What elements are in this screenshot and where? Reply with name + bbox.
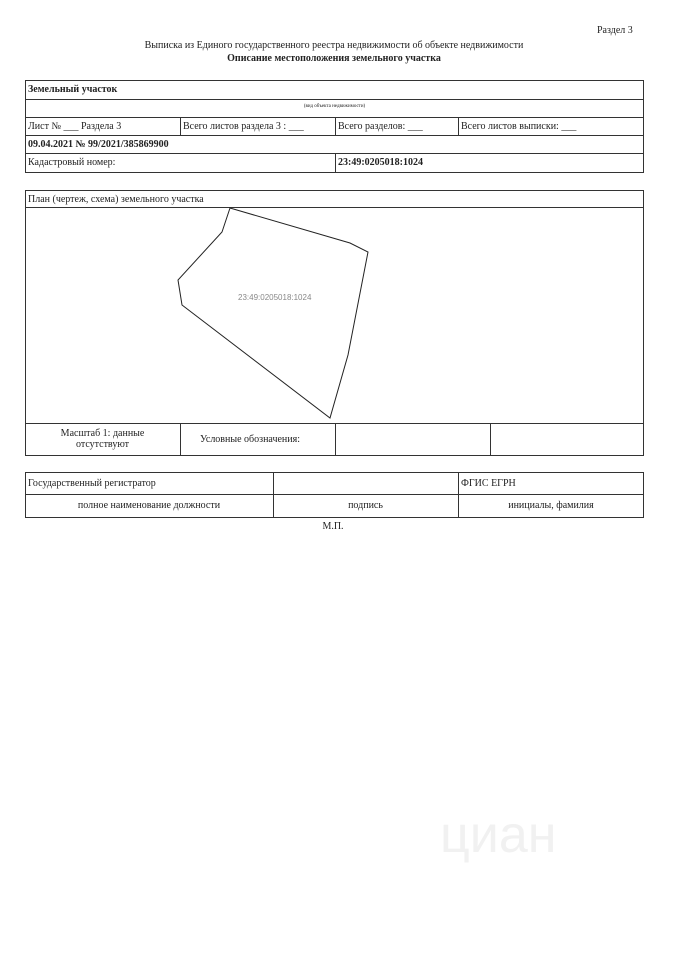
cadastral-label: Кадастровый номер: <box>28 157 116 168</box>
sections-total: Всего разделов: ___ <box>338 121 423 132</box>
parcel-drawing <box>0 0 673 460</box>
parcel-polygon <box>178 208 368 418</box>
object-type-caption: (вид объекта недвижимости) <box>303 104 366 109</box>
section-number: Раздел 3 <box>597 25 633 36</box>
object-type: Земельный участок <box>28 84 118 95</box>
sheet-number: Лист № ___ Раздела 3 <box>28 121 122 132</box>
caption-name: инициалы, фамилия <box>508 500 594 511</box>
caption-role: полное наименование должности <box>77 500 221 511</box>
caption-sign: подпись <box>348 500 383 511</box>
sheets-in-section: Всего листов раздела 3 : ___ <box>183 121 304 132</box>
document-subtitle: Описание местоположения земельного участка <box>227 53 441 64</box>
watermark-logo: циан <box>440 806 557 864</box>
scale-text: Масштаб 1: данные отсутствуют <box>60 428 145 450</box>
date-number: 09.04.2021 № 99/2021/385869900 <box>28 139 169 150</box>
document-title: Выписка из Единого государственного реестра недвижимости об объекте недвижимости <box>144 40 524 51</box>
legend-label: Условные обозначения: <box>200 434 301 445</box>
plan-caption: План (чертеж, схема) земельного участка <box>28 194 204 205</box>
parcel-label: 23:49:0205018:1024 <box>238 293 312 302</box>
registrar-system: ФГИС ЕГРН <box>461 478 516 489</box>
stamp-mark: М.П. <box>322 521 344 532</box>
registrar-role: Государственный регистратор <box>28 478 156 489</box>
cadastral-number: 23:49:0205018:1024 <box>338 157 423 168</box>
sheets-total: Всего листов выписки: ___ <box>461 121 577 132</box>
